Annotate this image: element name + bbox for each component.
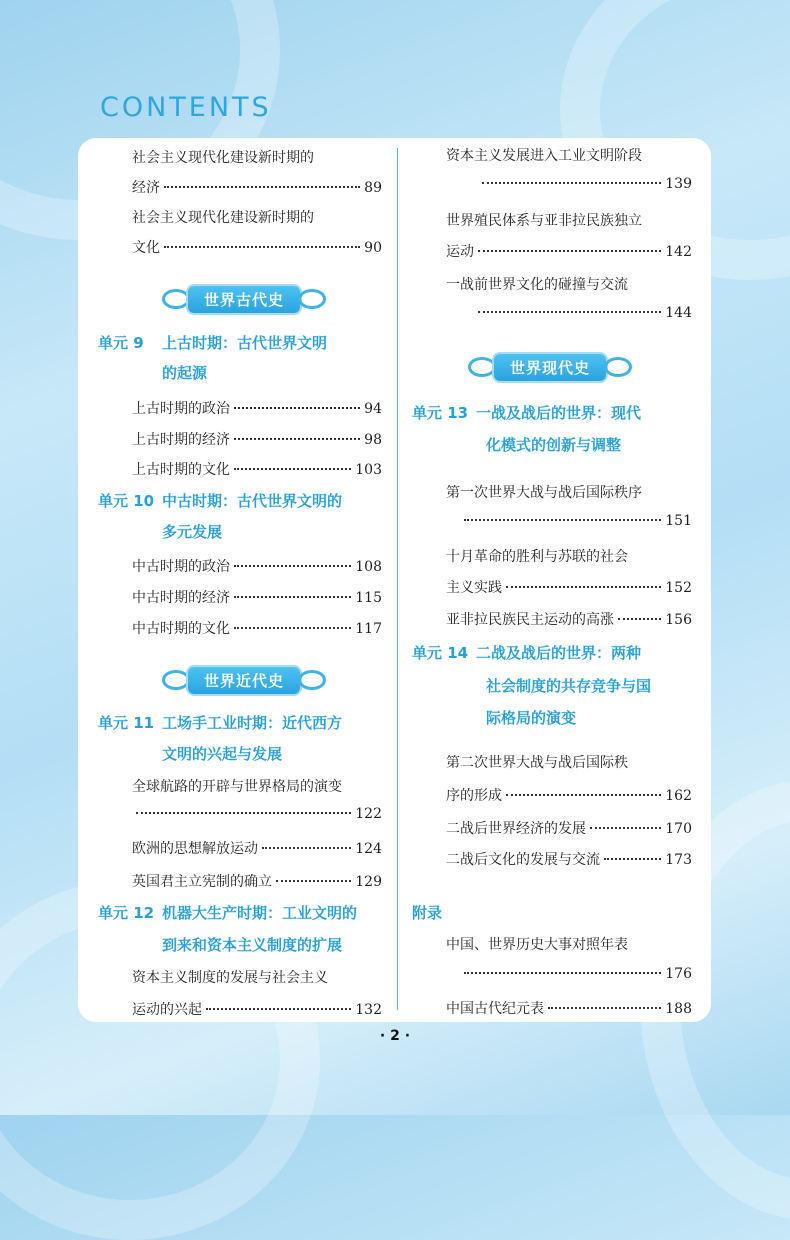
era-title: 世界近代史 [188,667,300,694]
toc-entry-title[interactable]: 世界殖民体系与亚非拉民族独立 [446,213,642,229]
page-number: 139 [665,176,692,192]
page-number: 151 [665,513,692,529]
page-number: 108 [355,559,382,575]
ornament-icon [298,670,326,690]
unit-heading[interactable] [412,402,641,423]
page-number: 117 [355,621,382,637]
toc-entry-title: 中古时期的文化 [132,621,230,637]
unit-label: 单元 10 [98,492,155,510]
toc-entry[interactable] [132,459,382,479]
toc-entry-title[interactable]: 社会主义现代化建设新时期的 [132,210,314,226]
toc-entry[interactable] [132,429,382,449]
page-number: 98 [364,432,382,448]
toc-entry[interactable] [446,577,692,597]
dot-leader [234,627,351,629]
appendix-heading[interactable]: 附录 [412,904,443,922]
toc-entry[interactable] [132,556,382,576]
page-number: 129 [355,874,382,890]
toc-entry[interactable] [474,305,692,321]
unit-heading[interactable] [98,332,327,353]
dot-leader [506,586,661,588]
page-number: 188 [665,1001,692,1017]
toc-entry-title: 上古时期的文化 [132,462,230,478]
toc-entry-title: 二战后文化的发展与交流 [446,852,600,868]
unit-title[interactable]: 多元发展 [162,523,223,541]
toc-entry-title[interactable]: 社会主义现代化建设新时期的 [132,150,314,166]
unit-label: 单元 13 [412,404,469,422]
toc-entry[interactable] [446,785,692,805]
dot-leader [464,519,661,521]
toc-entry[interactable] [132,618,382,638]
toc-entry[interactable] [132,838,382,858]
unit-title: 机器大生产时期：工业文明的 [162,904,358,922]
page-number: 132 [355,1002,382,1018]
dot-leader [618,618,661,620]
toc-entry-title: 上古时期的经济 [132,432,230,448]
toc-entry-title: 亚非拉民族民主运动的高涨 [446,612,614,628]
unit-title[interactable]: 社会制度的共存竞争与国 [486,677,652,695]
unit-title: 中古时期：古代世界文明的 [162,492,343,510]
unit-title: 二战及战后的世界：两种 [476,644,642,662]
toc-entry-title[interactable]: 十月革命的胜利与苏联的社会 [446,549,628,565]
era-title: 世界现代史 [494,354,606,381]
unit-heading[interactable] [412,642,641,663]
toc-entry-title[interactable]: 第一次世界大战与战后国际秩序 [446,485,642,501]
toc-entry-title: 上古时期的政治 [132,401,230,417]
dot-leader [234,565,351,567]
toc-entry[interactable] [446,998,692,1018]
unit-label: 单元 14 [412,644,469,662]
dot-leader [478,311,661,313]
toc-entry-title: 主义实践 [446,580,502,596]
dot-leader [262,847,351,849]
dot-leader [590,827,661,829]
dot-leader [164,246,360,248]
dot-leader [604,858,661,860]
page-number: 94 [364,401,382,417]
dot-leader [506,794,661,796]
toc-entry[interactable] [132,999,382,1019]
dot-leader [482,182,661,184]
contents-heading: CONTENTS [100,92,272,123]
page-number: 142 [665,244,692,260]
toc-entry-title: 序的形成 [446,788,502,804]
toc-entry-title: 英国君主立宪制的确立 [132,874,272,890]
toc-entry-title: 运动 [446,244,474,260]
toc-entry-title[interactable]: 一战前世界文化的碰撞与交流 [446,277,628,293]
page-number: 90 [364,240,382,256]
page-number: 89 [364,180,382,196]
unit-heading[interactable] [98,902,357,923]
toc-entry[interactable] [132,587,382,607]
toc-entry-title[interactable]: 第二次世界大战与战后国际秩 [446,755,628,771]
unit-title: 一战及战后的世界：现代 [476,404,642,422]
dot-leader [276,880,351,882]
page-number: 152 [665,580,692,596]
ornament-icon [298,289,326,309]
page-number: 156 [665,612,692,628]
toc-entry-title[interactable]: 资本主义制度的发展与社会主义 [132,970,328,986]
toc-entry-title: 中国古代纪元表 [446,1001,544,1017]
page-number: 176 [665,966,692,982]
toc-entry-title: 二战后世界经济的发展 [446,821,586,837]
ornament-icon [468,357,496,377]
toc-entry[interactable] [132,806,382,822]
unit-heading[interactable] [98,712,342,733]
page-number: 162 [665,788,692,804]
unit-title: 上古时期：古代世界文明 [162,334,328,352]
dot-leader [164,186,360,188]
dot-leader [206,1008,351,1010]
unit-label: 单元 11 [98,714,155,732]
toc-entry-title: 文化 [132,240,160,256]
era-banner [460,353,640,381]
toc-entry[interactable] [446,818,692,838]
era-banner [154,285,334,313]
toc-entry[interactable] [132,177,382,197]
toc-entry[interactable] [446,849,692,869]
toc-entry-title: 中古时期的经济 [132,590,230,606]
unit-label: 单元 9 [98,334,144,352]
unit-title[interactable]: 际格局的演变 [486,709,577,727]
toc-entry[interactable] [132,237,382,257]
unit-title[interactable]: 的起源 [162,364,208,382]
ornament-icon [162,670,190,690]
toc-entry-title[interactable]: 中国、世界历史大事对照年表 [446,937,628,953]
unit-title: 工场手工业时期：近代西方 [162,714,343,732]
dot-leader [464,972,661,974]
dot-leader [136,812,351,814]
toc-entry-title: 经济 [132,180,160,196]
toc-entry[interactable] [446,609,692,629]
era-banner [154,666,334,694]
unit-title[interactable]: 化模式的创新与调整 [486,436,622,454]
toc-entry-title[interactable]: 资本主义发展进入工业文明阶段 [446,148,642,164]
unit-title[interactable]: 到来和资本主义制度的扩展 [162,936,343,954]
toc-entry-title: 欧洲的思想解放运动 [132,841,258,857]
page-number: 122 [355,806,382,822]
unit-title[interactable]: 文明的兴起与发展 [162,745,283,763]
toc-entry-title: 运动的兴起 [132,1002,202,1018]
toc-entry[interactable] [132,398,382,418]
page-number: 124 [355,841,382,857]
unit-heading[interactable] [98,490,342,511]
page-number: 103 [355,462,382,478]
page-number: 170 [665,821,692,837]
dot-leader [478,250,661,252]
era-title: 世界古代史 [188,286,300,313]
toc-entry[interactable] [460,966,692,982]
toc-entry[interactable] [460,513,692,529]
dot-leader [234,438,360,440]
unit-label: 单元 12 [98,904,155,922]
dot-leader [548,1007,661,1009]
toc-entry[interactable] [446,241,692,261]
page-number-footer: · 2 · [379,1028,411,1044]
ornament-icon [604,357,632,377]
toc-entry[interactable] [132,871,382,891]
toc-entry[interactable] [478,176,692,192]
dot-leader [234,468,351,470]
page-number: 173 [665,852,692,868]
ornament-icon [162,289,190,309]
dot-leader [234,407,360,409]
column-divider [397,148,398,1010]
toc-entry-title: 中古时期的政治 [132,559,230,575]
page-number: 144 [665,305,692,321]
dot-leader [234,596,351,598]
page-number: 115 [355,590,382,606]
toc-entry-title[interactable]: 全球航路的开辟与世界格局的演变 [132,779,342,795]
